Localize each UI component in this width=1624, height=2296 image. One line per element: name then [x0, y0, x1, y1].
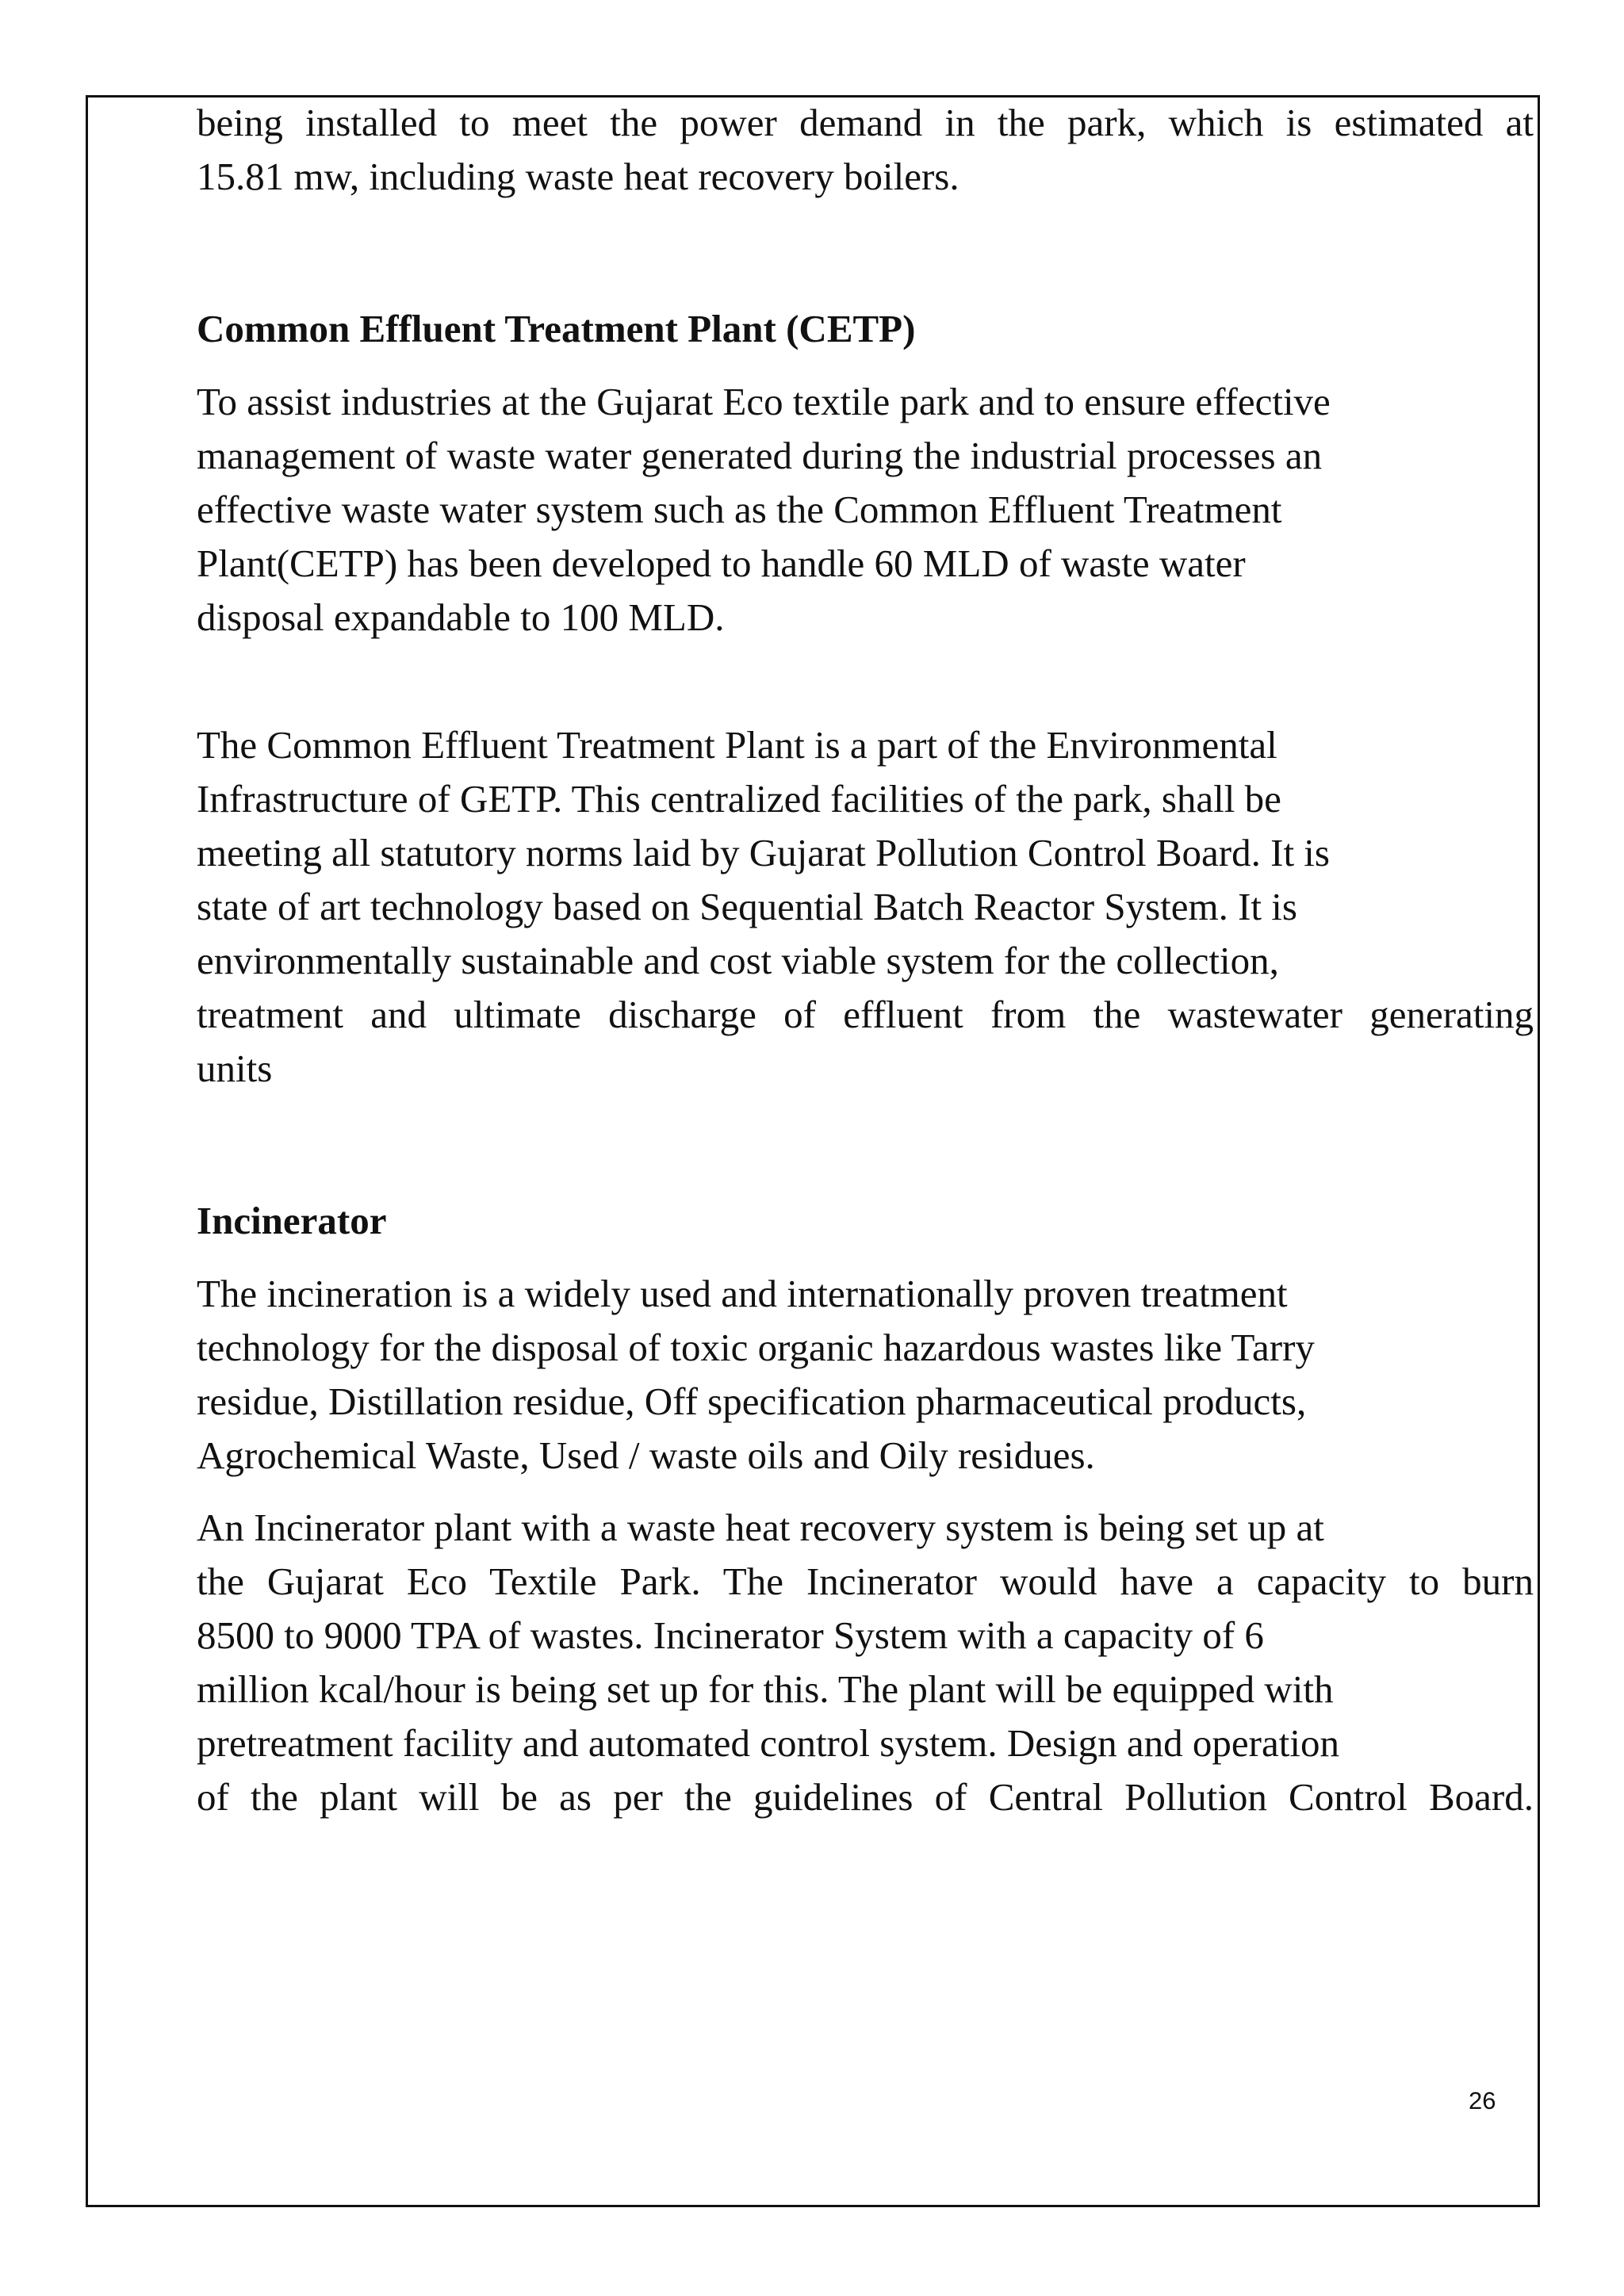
cetp-para2-line: environmentally sustainable and cost viable system for the collection, [197, 939, 1279, 982]
incinerator-para2-line: million kcal/hour is being set up for this. The plant will be equipped with [197, 1667, 1334, 1711]
cetp-para2-line: meeting all statutory norms laid by Gujarat Pollution Control Board. It is [197, 831, 1330, 874]
section-heading-cetp: Common Effluent Treatment Plant (CETP) [197, 307, 916, 350]
incinerator-para2-line: of the plant will be as per the guidelines of Central Pollution Control Board. [197, 1775, 1534, 1819]
cetp-para2-line: state of art technology based on Sequential Batch Reactor System. It is [197, 885, 1297, 928]
cetp-para2-line: The Common Effluent Treatment Plant is a part of the Environmental [197, 723, 1277, 767]
cetp-para1-line: disposal expandable to 100 MLD. [197, 595, 725, 639]
cetp-para1-line: effective waste water system such as the Common Effluent Treatment [197, 488, 1282, 531]
cetp-para1-line: Plant(CETP) has been developed to handle 60 MLD of waste water [197, 541, 1246, 585]
section-heading-incinerator: Incinerator [197, 1199, 387, 1242]
incinerator-para1-line: Agrochemical Waste, Used / waste oils and Oily residues. [197, 1433, 1095, 1477]
incinerator-para1-line: technology for the disposal of toxic organic hazardous wastes like Tarry [197, 1326, 1315, 1369]
cetp-para2-line: units [197, 1047, 273, 1090]
cetp-para1-line: management of waste water generated during the industrial processes an [197, 434, 1323, 477]
incinerator-para2-line: 8500 to 9000 TPA of wastes. Incinerator System with a capacity of 6 [197, 1613, 1264, 1657]
incinerator-para1-line: The incineration is a widely used and internationally proven treatment [197, 1272, 1288, 1315]
intro-line: being installed to meet the power demand in the park, which is estimated at [197, 101, 1534, 144]
incinerator-para2-line: An Incinerator plant with a waste heat recovery system is being set up at [197, 1506, 1324, 1549]
incinerator-para1-line: residue, Distillation residue, Off specification pharmaceutical products, [197, 1380, 1307, 1423]
page-number: 26 [1469, 2087, 1496, 2114]
cetp-para2-line: treatment and ultimate discharge of effluent from the wastewater generating [197, 993, 1534, 1036]
intro-line: 15.81 mw, including waste heat recovery boilers. [197, 155, 959, 198]
incinerator-para2-line: pretreatment facility and automated control system. Design and operation [197, 1721, 1339, 1765]
incinerator-para2-line: the Gujarat Eco Textile Park. The Incinerator would have a capacity to burn [197, 1559, 1534, 1603]
cetp-para2-line: Infrastructure of GETP. This centralized facilities of the park, shall be [197, 777, 1281, 821]
cetp-para1-line: To assist industries at the Gujarat Eco textile park and to ensure effective [197, 380, 1331, 423]
